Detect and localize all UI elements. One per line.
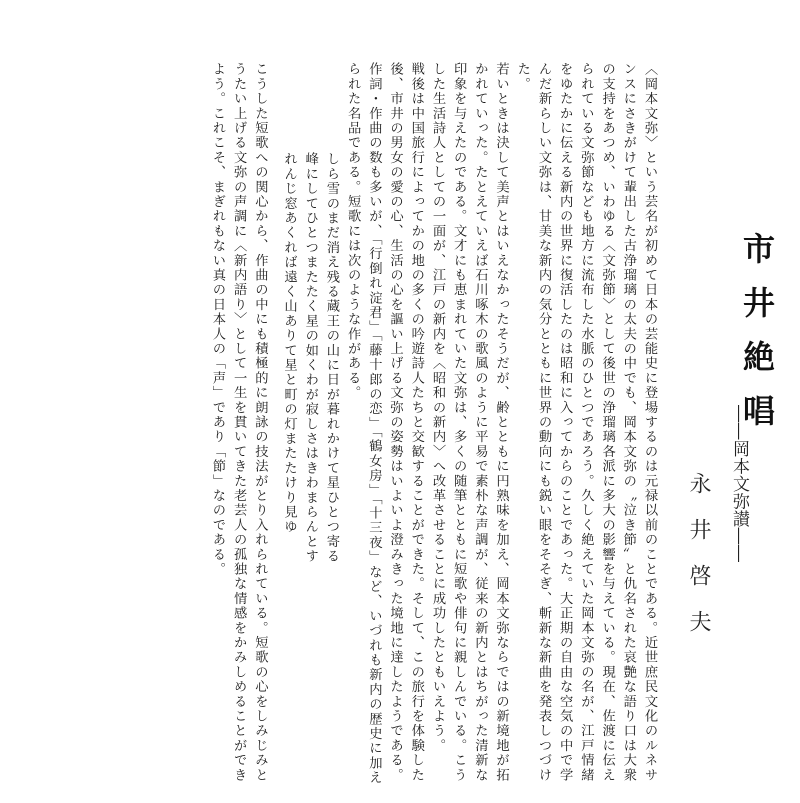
essay-body	[10, 62, 660, 792]
poem-line: しら雪のまだ消え残る蔵王の山に日が暮れかけて星ひとつ寄る	[323, 152, 339, 564]
author-name: 永井啓夫	[686, 472, 711, 656]
body-paragraph: 作詞・作曲の数も多いが、「行倒れ淀君」「藤十郎の恋」「鶴女房」「十三夜」など、いづれも新内の歴史に加えられた名品である。短歌には次のような作がある。	[345, 62, 382, 786]
closing-block	[207, 62, 271, 792]
poem-block	[278, 62, 342, 792]
essay-title: 市井絶唱	[738, 232, 776, 448]
body-paragraph: 〈岡本文弥〉という芸名が初めて日本の芸能史に登場するのは元禄以前のことである。近世庶民文化のルネサンスにさきがけて輩出した古浄瑠璃の太夫の中でも、岡本文弥の〝泣き節〟と仇名された哀艶な語り口は大衆の支持をあつめ、いわゆる〈文弥節〉として後世の浄瑠璃各派に多大の影響を与えている。現在、佐渡に伝えられている文弥節なども地方に流布した水脈のひとつであろう。久しく絶えていた岡本文弥の名が、江戸情緒をゆたかに伝える新内の世界に復活したのは昭和に入ってからのことであった。大正期の自由な空気の中で学んだ新らしい文弥は、甘美な新内の気分とともに世界の動向にも鋭い眼をそそぎ、斬新な新曲を発表しつづけた。	[514, 62, 657, 783]
body-paragraph: こうした短歌への関心から、作曲の中にも積極的に朗詠の技法がとり入れられている。短歌の心をしみじみとうたい上げる文弥の声調に〈新内語り〉として一生を貫いてきた老芸人の孤独な情感をかみしめることができよう。これこそ、まぎれもない真の日本人の「声」であり「節」なのである。	[209, 62, 268, 783]
essay-subtitle: ――岡本文弥讃――	[729, 405, 749, 563]
body-paragraph: 戦後は中国旅行によってかの地の多くの吟遊詩人たちと交歓することができた。そして、この旅行を体験した後、市井の男女の愛の心、生活の心を謳い上げる文弥の姿勢はいよいよ澄みきった境地に達したようである。	[387, 62, 424, 783]
poem-line: れんじ窓あくれば遠く山ありて星と町の灯またたけり見ゆ	[281, 152, 297, 535]
body-paragraph: 若いときは決して美声とはいえなかったそうだが、齢とともに円熟味を加え、岡本文弥ならではの新境地が拓かれていった。たとえていえば石川啄木の歌風のように平易で素朴な声調が、従来の新内とはちがった清新な印象を与えたのである。文才にも恵まれていた文弥は、多くの随筆とともに短歌や俳句に親しんでいる。こうした生活詩人としての一面が、江戸の新内を〈昭和の新内〉へ改革させることに成功したともいえよう。	[429, 62, 509, 783]
poem-line: 峰にしてひとつまたたく星の如くわが寂しさはきわまらんとす	[302, 152, 318, 564]
